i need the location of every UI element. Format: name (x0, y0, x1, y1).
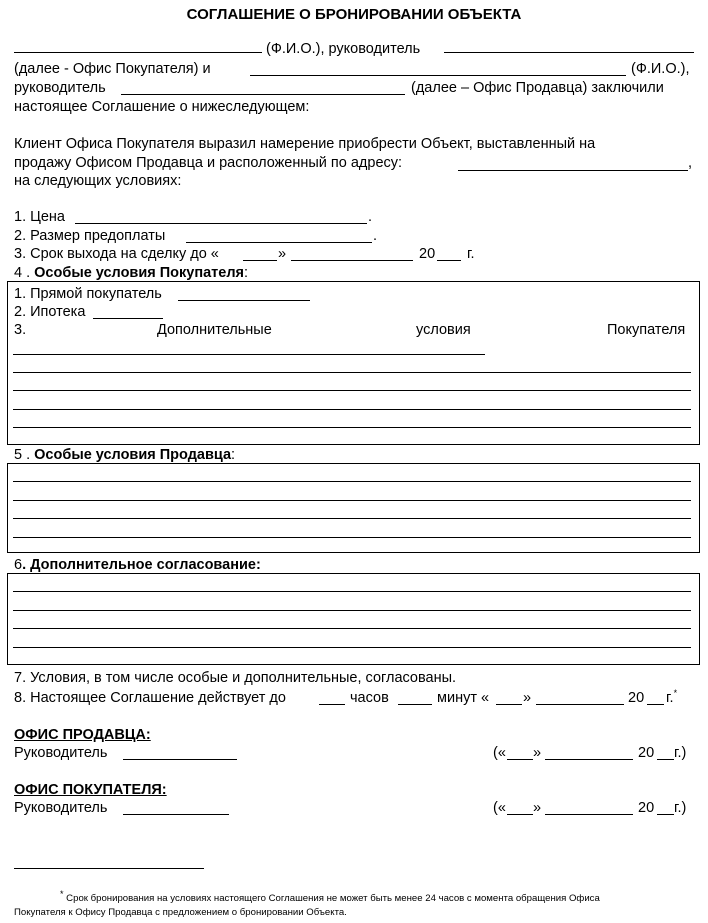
client-line-1: Клиент Офиса Покупателя выразил намерение приобрести Объект, выставленный на (14, 136, 596, 152)
valid-minutes-field[interactable] (398, 704, 432, 705)
buyer-line-3[interactable] (13, 409, 691, 410)
fio-label-1: (Ф.И.О.), руководитель (266, 41, 421, 57)
item-8-hours: часов (350, 690, 389, 706)
buyer-conditions-heading (14, 264, 248, 282)
deadline-label: 3. Срок выхода на сделку до « (14, 246, 219, 262)
buyer-date-open: (« (493, 800, 506, 816)
seller-date-year-field[interactable] (657, 759, 674, 760)
item-7: 7. Условия, в том числе особые и дополнительные, согласованы. (14, 670, 457, 686)
address-field[interactable] (458, 170, 688, 171)
extra-buyer-word-3: Покупателя (607, 322, 686, 338)
extra-buyer-word-2: условия (416, 322, 471, 338)
client-line-2: продажу Офисом Продавца и расположенный по адресу: (14, 155, 403, 171)
mortgage-label: 2. Ипотека (14, 304, 86, 320)
seller-signature-field[interactable] (123, 759, 237, 760)
prepay-field[interactable] (186, 242, 372, 243)
item-8-year-suffix (666, 689, 677, 707)
direct-buyer-field[interactable] (178, 300, 310, 301)
buyer-conditions-num: 4 . (14, 265, 31, 281)
seller-conditions-label: Особые условия Продавца (34, 447, 232, 463)
prepay-label: 2. Размер предоплаты (14, 228, 166, 244)
valid-month-field[interactable] (536, 704, 624, 705)
deadline-year-suffix: г. (467, 246, 475, 262)
item-8-year-prefix: 20 (628, 690, 645, 706)
buyer-conditions-box (7, 281, 700, 445)
price-field[interactable] (75, 223, 367, 224)
seller-date-year: 20 (638, 745, 655, 761)
buyer-office-prefix: (далее - Офис Покупателя) и (14, 61, 211, 77)
deadline-month-field[interactable] (291, 260, 413, 261)
fio-field-1[interactable] (14, 52, 262, 53)
extra-agreement-heading (14, 556, 261, 574)
extra-line-2[interactable] (13, 610, 691, 611)
seller-line-1[interactable] (13, 481, 691, 482)
footnote-line-2: Покупателя к Офису Продавца с предложением о бронировании Объекта. (14, 907, 347, 918)
seller-role: Руководитель (14, 745, 108, 761)
fio-field-2[interactable] (250, 75, 626, 76)
footnote-separator (14, 868, 204, 869)
extra-line-1[interactable] (13, 591, 691, 592)
buyer-date-year-field[interactable] (657, 814, 674, 815)
deadline-day-field[interactable] (243, 260, 277, 261)
seller-conditions-box (7, 463, 700, 553)
seller-office-title: ОФИС ПРОДАВЦА: (14, 727, 151, 743)
prepay-end: . (373, 228, 378, 244)
seller-date-close: г.) (674, 745, 687, 761)
agreement-line: настоящее Соглашение о нижеследующем: (14, 99, 310, 115)
extra-agreement-num: 6 (14, 557, 23, 573)
buyer-office-title: ОФИС ПОКУПАТЕЛЯ: (14, 782, 167, 798)
footnote-marker: * (673, 688, 678, 699)
extra-line-3[interactable] (13, 628, 691, 629)
rukovoditel-label: руководитель (14, 80, 106, 96)
price-end: . (368, 209, 373, 225)
buyer-conditions-label: Особые условия Покупателя (34, 265, 245, 281)
item-8-g: г. (666, 690, 674, 706)
seller-line-2[interactable] (13, 500, 691, 501)
seller-conditions-num: 5 . (14, 447, 31, 463)
client-line-3: на следующих условиях: (14, 173, 182, 189)
document-title: СОГЛАШЕНИЕ О БРОНИРОВАНИИ ОБЪЕКТА (186, 6, 522, 23)
seller-date-mid: » (533, 745, 542, 761)
seller-office-field[interactable] (121, 94, 405, 95)
buyer-date-day[interactable] (507, 814, 533, 815)
buyer-extra-line[interactable] (13, 354, 485, 355)
direct-buyer-label: 1. Прямой покупатель (14, 286, 162, 302)
valid-hours-field[interactable] (319, 704, 345, 705)
footnote-line-1 (60, 888, 600, 905)
buyer-signature-field[interactable] (123, 814, 229, 815)
seller-line-4[interactable] (13, 537, 691, 538)
extra-buyer-num: 3. (14, 322, 27, 338)
extra-agreement-box (7, 573, 700, 665)
buyer-date-close: г.) (674, 800, 687, 816)
buyer-date-month[interactable] (545, 814, 633, 815)
buyer-date-year: 20 (638, 800, 655, 816)
valid-day-field[interactable] (496, 704, 522, 705)
item-8-label: 8. Настоящее Соглашение действует до (14, 690, 286, 706)
seller-office-suffix: (далее – Офис Продавца) заключили (411, 80, 664, 96)
buyer-date-mid: » (533, 800, 542, 816)
item-8-minutes: минут « (437, 690, 490, 706)
seller-conditions-colon: : (231, 447, 236, 463)
buyer-office-field[interactable] (444, 52, 694, 53)
buyer-conditions-colon: : (244, 265, 249, 281)
extra-line-4[interactable] (13, 647, 691, 648)
seller-conditions-heading (14, 446, 235, 464)
item-8-quote: » (523, 690, 532, 706)
buyer-office-heading (14, 781, 167, 799)
extra-buyer-word-1: Дополнительные (157, 322, 272, 338)
footnote-text-1: Срок бронирования на условиях настоящего Соглашения не может быть менее 24 часов с момента обращения Офиса (63, 893, 600, 904)
deadline-quote: » (278, 246, 287, 262)
buyer-line-1[interactable] (13, 372, 691, 373)
deadline-year-field[interactable] (437, 260, 461, 261)
seller-line-3[interactable] (13, 518, 691, 519)
seller-date-open: (« (493, 745, 506, 761)
footnote-star: * (60, 888, 64, 899)
fio-label-2: (Ф.И.О.), (631, 61, 690, 77)
deadline-year-prefix: 20 (419, 246, 436, 262)
seller-date-month[interactable] (545, 759, 633, 760)
address-comma: , (688, 155, 693, 171)
extra-agreement-label: . Дополнительное согласование: (22, 557, 261, 573)
buyer-role: Руководитель (14, 800, 108, 816)
seller-date-day[interactable] (507, 759, 533, 760)
buyer-line-2[interactable] (13, 390, 691, 391)
valid-year-field[interactable] (647, 704, 664, 705)
seller-office-heading (14, 726, 151, 744)
buyer-line-4[interactable] (13, 427, 691, 428)
mortgage-field[interactable] (93, 318, 163, 319)
price-label: 1. Цена (14, 209, 65, 225)
